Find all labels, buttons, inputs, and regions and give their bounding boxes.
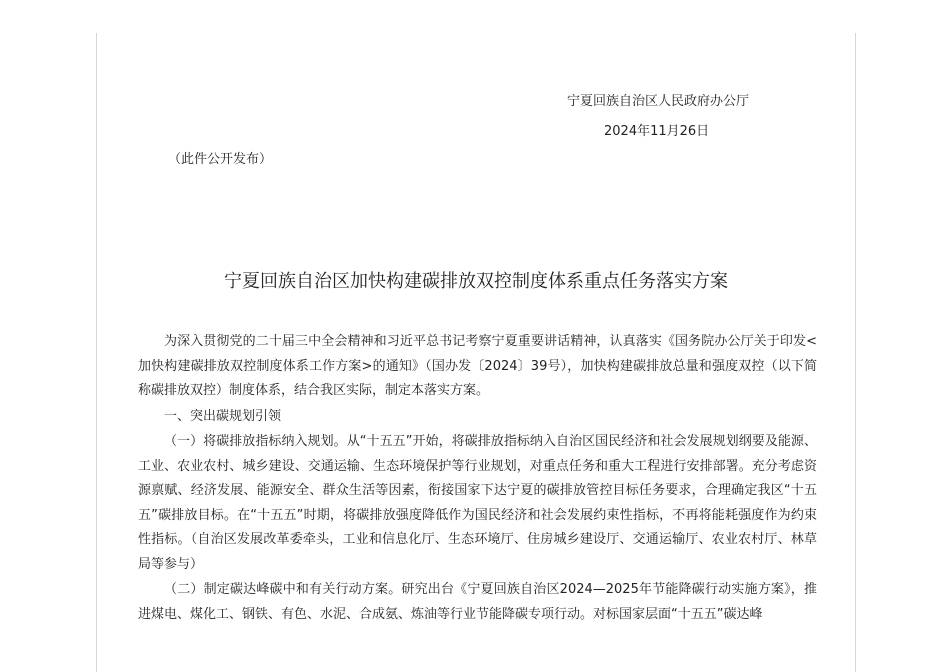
intro-paragraph: 为深入贯彻党的二十届三中全会精神和习近平总书记考察宁夏重要讲话精神，认真落实《国务院办公厅关于印发<加快构建碳排放双控制度体系工作方案>的通知》（国办发〔2024〕39号），加快构建碳排放总量和强度双控（以下简称碳排放双控）制度体系，结合我区实际，制定本落实方案。 [138,334,817,398]
task-paragraph-2: （二）制定碳达峰碳中和有关行动方案。研究出台《宁夏回族自治区2024—2025年节能降碳行动实施方案》，推进煤电、煤化工、钢铁、有色、水泥、合成氨、炼油等行业节能降碳专项行动。对标国家层面“十五五”碳达峰 [138,582,817,622]
document-page [96,33,856,672]
issue-date: 2024年11月26日 [604,124,710,139]
public-release-note: （此件公开发布） [168,152,273,167]
document-body [138,330,817,628]
section-heading-1: 一、突出碳规划引领 [164,408,282,424]
issuer-signature: 宁夏回族自治区人民政府办公厅 [567,94,750,109]
document-title: 宁夏回族自治区加快构建碳排放双控制度体系重点任务落实方案 [224,271,728,292]
task-paragraph-1: （一）将碳排放指标纳入规划。从“十五五”开始，将碳排放指标纳入自治区国民经济和社会发展规划纲要及能源、工业、农业农村、城乡建设、交通运输、生态环境保护等行业规划，对重点任务和重大工程进行安排部署。充分考虑资源禀赋、经济发展、能源安全、群众生活等因素，衔接国家下达宁夏的碳排放管控目标任务要求，合理确定我区“十五五”碳排放目标。在“十五五”时期，将碳排放强度降低作为国民经济和社会发展约束性指标，不再将能耗强度作为约束性指标。（自治区发展改革委牵头，工业和信息化厅、生态环境厅、住房城乡建设厅、交通运输厅、农业农村厅、林草局等参与） [138,434,817,572]
